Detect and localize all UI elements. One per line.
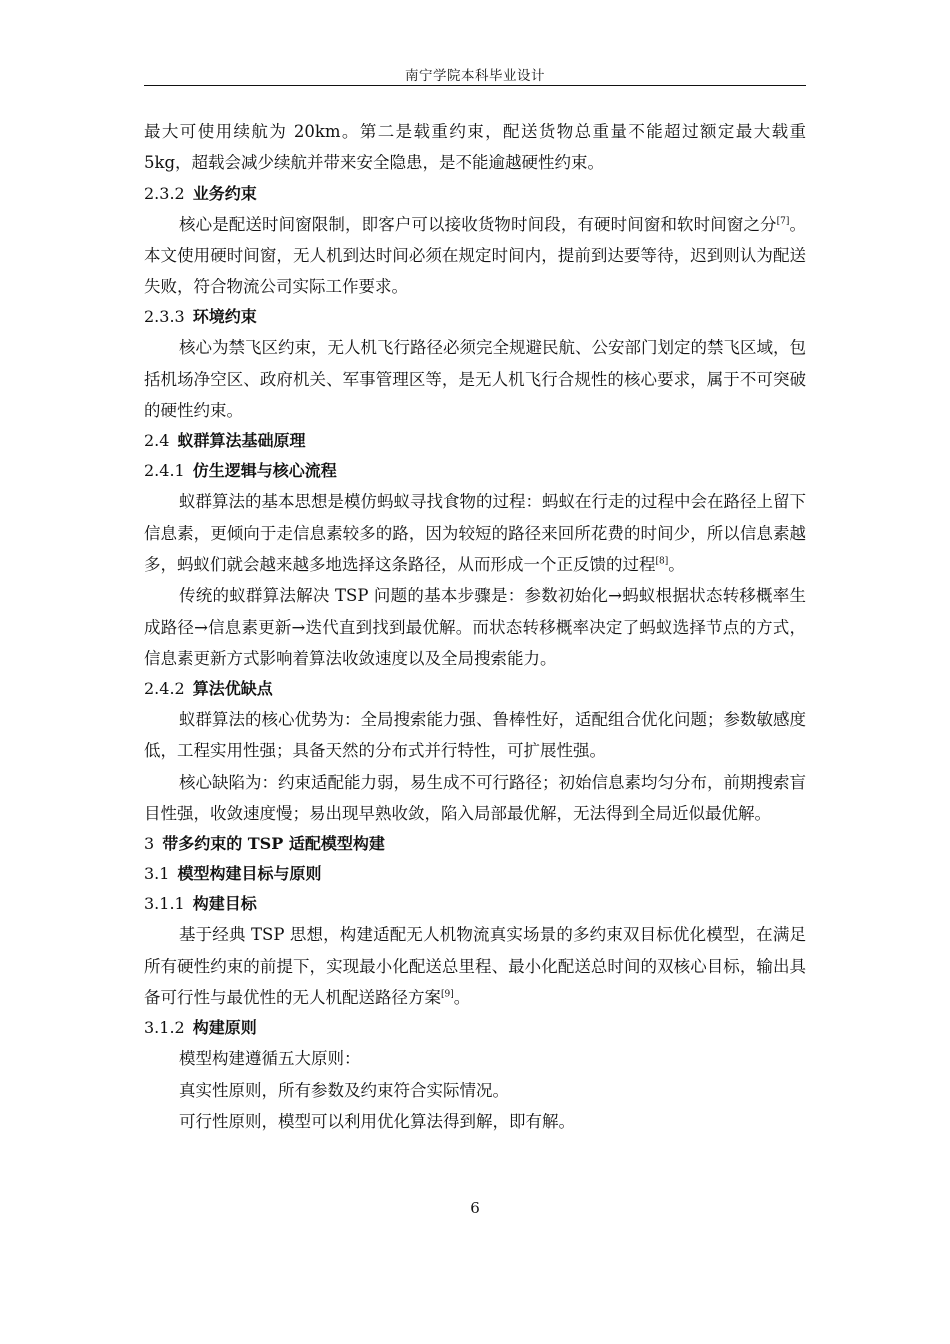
section-title: 模型构建目标与原则: [177, 864, 322, 884]
body-paragraph: [144, 1043, 806, 1074]
citation-ref: [8]: [655, 556, 669, 567]
paragraph-text: 真实性原则，所有参数及约束符合实际情况。: [179, 1080, 509, 1100]
paragraph-text: 可行性原则，模型可以利用优化算法得到解，即有解。: [179, 1111, 575, 1131]
body-paragraph: [144, 767, 806, 830]
section-heading: [144, 674, 806, 704]
section-title: 蚁群算法基础原理: [177, 431, 306, 451]
section-title: 带多约束的 TSP 适配模型构建: [162, 834, 385, 854]
body-paragraph: [144, 209, 806, 303]
paragraph-text: 蚁群算法的核心优势为：全局搜索能力强、鲁棒性好，适配组合优化问题；参数敏感度低，工程实用性强；具备天然的分布式并行特性，可扩展性强。: [144, 710, 806, 761]
body-paragraph: [144, 1075, 806, 1106]
section-heading: [144, 829, 806, 859]
section-number: 2.4.2: [144, 679, 185, 699]
section-title: 构建原则: [192, 1018, 257, 1038]
section-number: 2.3.3: [144, 307, 185, 327]
section-title: 环境约束: [192, 307, 257, 327]
paragraph-text: 最大可使用续航为 20km。第二是载重约束，配送货物总重量不能超过额定最大载重 5kg，超载会减少续航并带来安全隐患，是不能逾越硬性约束。: [144, 122, 806, 173]
paragraph-text: 核心缺陷为：约束适配能力弱，易生成不可行路径；初始信息素均匀分布，前期搜索盲目性强，收敛速度慢；易出现早熟收敛，陷入局部最优解，无法得到全局近似最优解。: [144, 772, 806, 824]
section-title: 业务约束: [192, 183, 257, 203]
section-title: 算法优缺点: [192, 679, 273, 699]
section-heading: [144, 302, 806, 332]
section-heading: [144, 859, 806, 889]
section-number: 2.4: [144, 431, 170, 451]
paragraph-text: 基于经典 TSP 思想，构建适配无人机物流真实场景的多约束双目标优化模型，在满足所有硬性约束的前提下，实现最小化配送总里程、最小化配送总时间的双核心目标，输出具备可行性与最优性的无人机配送路径方案: [144, 925, 806, 1007]
body-paragraph: [144, 580, 806, 674]
section-number: 2.4.1: [144, 461, 185, 481]
body-paragraph: [144, 332, 806, 426]
section-heading: [144, 456, 806, 486]
section-heading: [144, 179, 806, 209]
paragraph-text: 核心为禁飞区约束，无人机飞行路径必须完全规避民航、公安部门划定的禁飞区域，包括机场净空区、政府机关、军事管理区等，是无人机飞行合规性的核心要求，属于不可突破的硬性约束。: [144, 338, 806, 421]
paragraph-text: 传统的蚁群算法解决 TSP 问题的基本步骤是：参数初始化→蚂蚁根据状态转移概率生成路径→信息素更新→迭代直到找到最优解。而状态转移概率决定了蚂蚁选择节点的方式，信息素更新方式影响着算法收敛速度以及全局搜索能力。: [144, 586, 806, 668]
section-heading: [144, 889, 806, 919]
page-header: 南宁学院本科毕业设计: [405, 68, 545, 84]
body-paragraph: [144, 1106, 806, 1137]
section-heading: [144, 426, 806, 456]
citation-ref: [9]: [441, 989, 454, 1000]
body-paragraph: [144, 704, 806, 767]
section-number: 3.1: [144, 864, 170, 884]
paragraph-text: 模型构建遵循五大原则：: [179, 1049, 361, 1069]
section-number: 2.3.2: [144, 183, 185, 203]
paragraph-text-tail: 。: [453, 987, 471, 1007]
header-rule: [144, 85, 806, 86]
paragraph-text-tail: 。本文使用硬时间窗，无人机到达时间必须在规定时间内，提前到达要等待，迟到则认为配送失败，符合物流公司实际工作要求。: [144, 214, 807, 297]
body-paragraph: [144, 919, 806, 1013]
paragraph-text-tail: 。: [668, 554, 685, 574]
section-title: 仿生逻辑与核心流程: [192, 461, 337, 481]
page-number: 6: [470, 1199, 480, 1217]
body-paragraph: [144, 116, 806, 179]
section-title: 构建目标: [192, 894, 257, 914]
section-number: 3.1.2: [144, 1018, 185, 1038]
body-paragraph: [144, 486, 806, 580]
citation-ref: [7]: [776, 216, 790, 227]
paragraph-text: 核心是配送时间窗限制，即客户可以接收货物时间段，有硬时间窗和软时间窗之分: [179, 214, 777, 234]
section-heading: [144, 1013, 806, 1043]
document-body: [144, 116, 806, 1137]
paragraph-text: 蚁群算法的基本思想是模仿蚂蚁寻找食物的过程：蚂蚁在行走的过程中会在路径上留下信息素，更倾向于走信息素较多的路，因为较短的路径来回所花费的时间少，所以信息素越多，蚂蚁们就会越来越多地选择这条路径，从而形成一个正反馈的过程: [144, 492, 806, 574]
section-number: 3: [144, 834, 155, 854]
section-number: 3.1.1: [144, 894, 185, 914]
